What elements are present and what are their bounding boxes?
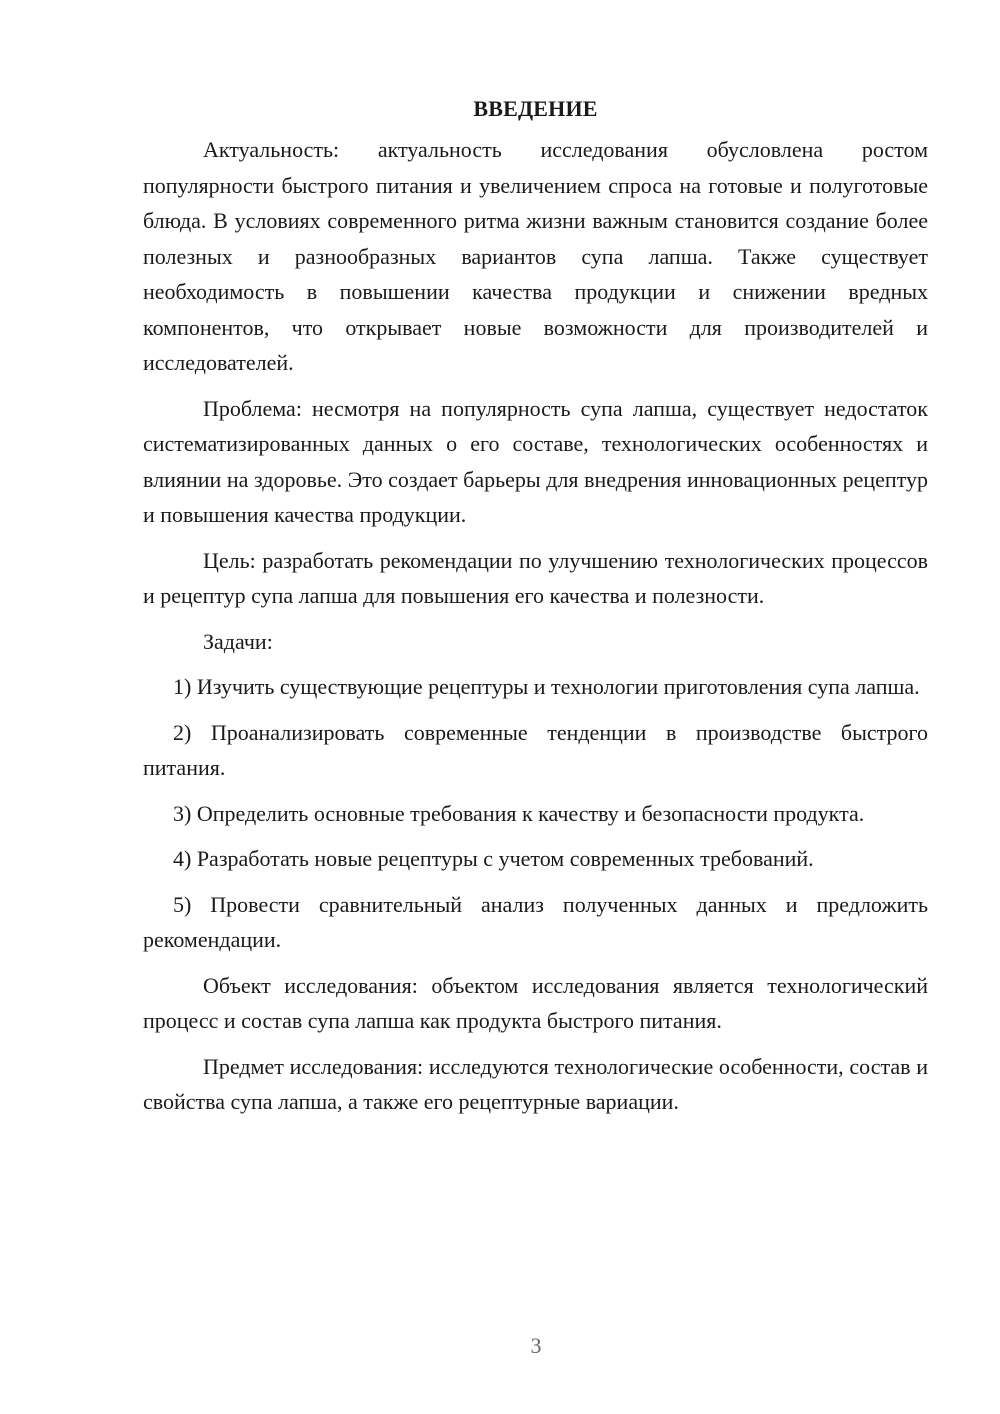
object-paragraph: Объект исследования: объектом исследования является технологический процесс и состав супа лапша как продукта быстрого питания.	[143, 972, 928, 1033]
task-item-3: 3) Определить основные требования к качеству и безопасности продукта.	[173, 800, 865, 826]
problem-paragraph: Проблема: несмотря на популярность супа лапша, существует недостаток систематизированных данных о его составе, технологических особенностях и влиянии на здоровье. Это создает барьеры для внедрения инновационных рецептур и повышения качества продукции.	[143, 395, 928, 527]
task-item-1: 1) Изучить существующие рецептуры и технологии приготовления супа лапша.	[173, 674, 920, 699]
page-title: ВВЕДЕНИЕ	[473, 96, 598, 121]
document-page	[143, 92, 928, 1130]
subject-paragraph: Предмет исследования: исследуются технологические особенности, состав и свойства супа лапша, а также его рецептурные вариации.	[143, 1053, 928, 1114]
task-item-5: 5) Провести сравнительный анализ полученных данных и предложить рекомендации.	[143, 891, 928, 952]
tasks-list	[143, 669, 928, 958]
page-number: 3	[530, 1333, 542, 1358]
goal-paragraph: Цель: разработать рекомендации по улучшению технологических процессов и рецептур супа лапша для повышения его качества и полезности.	[143, 547, 928, 608]
task-item-4: 4) Разработать новые рецептуры с учетом современных требований.	[173, 846, 814, 871]
relevance-paragraph: Актуальность: актуальность исследования обусловлена ростом популярности быстрого питания и увеличением спроса на готовые и полуготовые блюда. В условиях современного ритма жизни важным становится создание более полезных и разнообразных вариантов супа лапша. Также существует необходимость в повышении качества продукции и снижении вредных компонентов, что открывает новые возможности для производителей и исследователей.	[143, 137, 928, 375]
task-item-2: 2) Проанализировать современные тенденции в производстве быстрого питания.	[143, 719, 928, 780]
tasks-label: Задачи:	[203, 628, 273, 654]
